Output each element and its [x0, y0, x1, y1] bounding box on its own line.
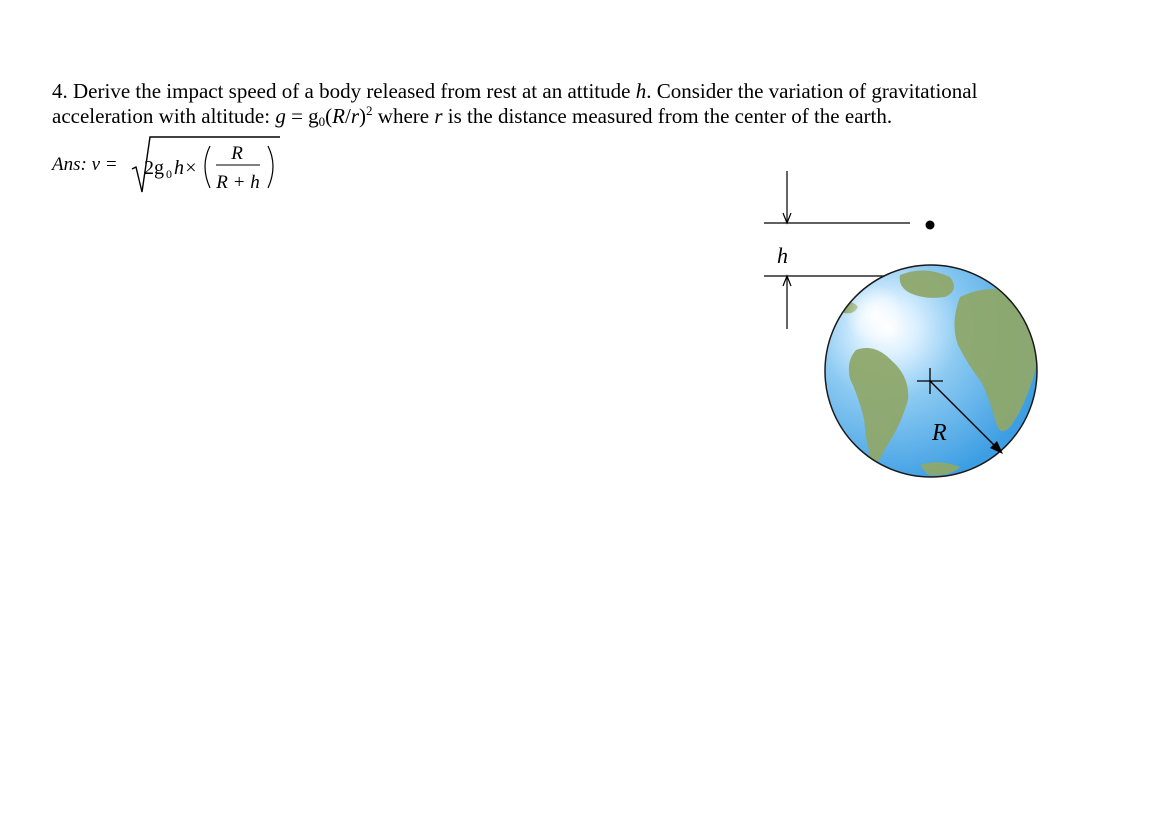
variable-r: r	[350, 104, 360, 128]
earth-diagram	[760, 165, 1060, 505]
variable-g: g	[275, 104, 286, 128]
problem-line-2	[52, 104, 1132, 129]
sqrt-formula	[130, 134, 290, 198]
subscript-zero: 0	[318, 114, 326, 129]
radius-label: R	[932, 420, 947, 446]
problem-text: . Consider the variation of gravitational	[646, 79, 978, 103]
height-label: h	[777, 243, 788, 268]
problem-statement	[52, 79, 1132, 129]
problem-text: where	[372, 104, 435, 128]
variable-r: r	[434, 104, 443, 128]
sun-glare	[845, 285, 905, 345]
h-times-text: h×	[174, 157, 198, 179]
left-paren	[205, 146, 210, 188]
formula-slash: /	[345, 104, 351, 128]
problem-line-1	[52, 79, 1132, 104]
formula-paren: )	[359, 104, 367, 128]
problem-text: is the distance measured from the center of the earth.	[442, 104, 893, 128]
subscript-zero: 0	[166, 167, 172, 181]
two-g-text: 2g	[144, 157, 164, 179]
fraction-denominator: R + h	[216, 172, 260, 193]
right-paren	[268, 146, 273, 188]
variable-R: R	[332, 104, 345, 128]
released-body-dot	[926, 221, 935, 230]
formula-text: = g	[285, 104, 319, 128]
answer-formula	[52, 134, 292, 198]
superscript-two: 2	[366, 103, 373, 118]
problem-text: acceleration with altitude:	[52, 104, 276, 128]
fraction-numerator: R	[231, 143, 243, 164]
answer-label: Ans: v =	[52, 154, 118, 175]
formula-paren: (	[325, 104, 333, 128]
variable-h: h	[635, 79, 647, 103]
problem-text: 4. Derive the impact speed of a body released from rest at an attitude	[52, 79, 636, 103]
